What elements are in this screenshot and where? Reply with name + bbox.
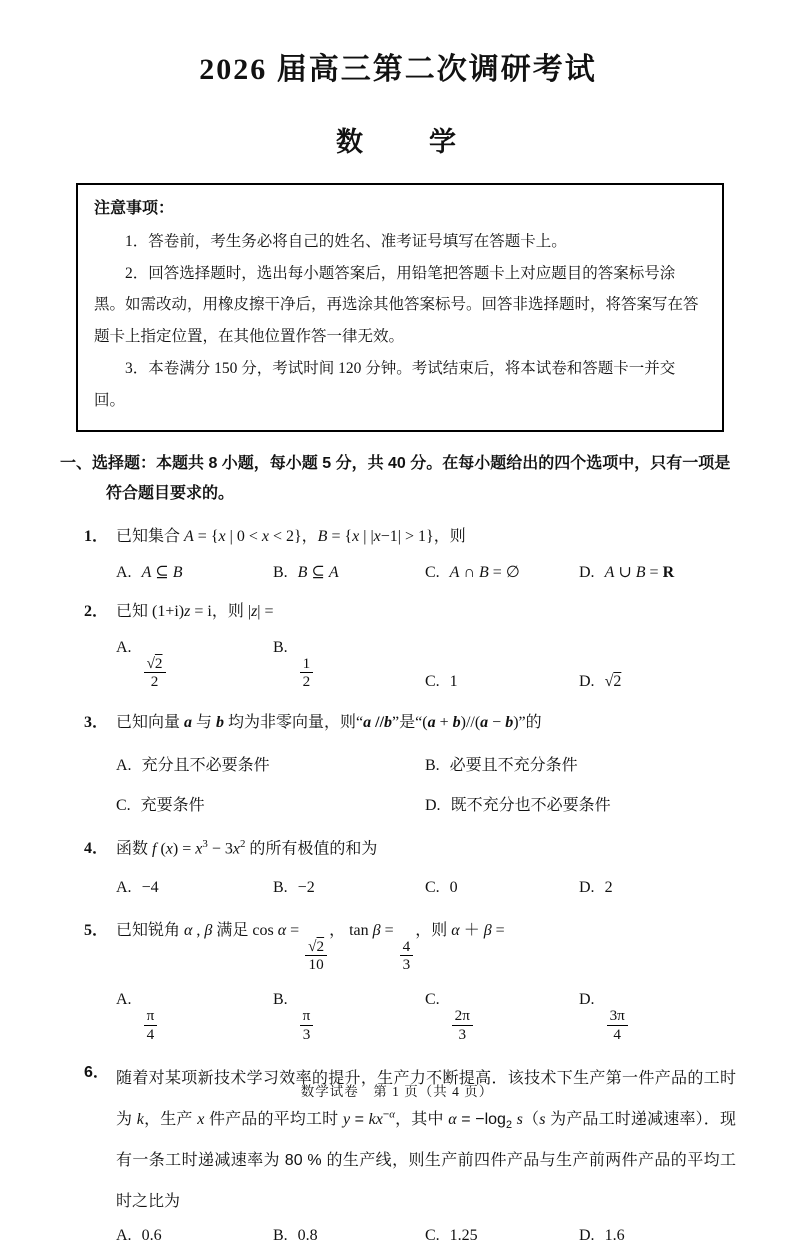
question-1 (60, 523, 736, 582)
notice-item-3: 3．本卷满分 150 分，考试时间 120 分钟。考试结束后，将本试卷和答题卡一并交回。 (94, 359, 676, 409)
question-4-number: 4． (84, 840, 109, 858)
option-b: B. 必要且不充分条件 (425, 757, 578, 775)
notice-item-2: 2．回答选择题时，选出每小题答案后，用铅笔把答题卡上对应题目的答案标号涂黑。如需改动，用橡皮擦干净后，再选涂其他答案标号。回答非选择题时，将答案写在答题卡上指定位置，在其他位置作答一律无效。 (94, 264, 699, 346)
option-b: B. $\frac{1}{2}$ (273, 639, 425, 691)
question-6-stem: 随着对某项新技术学习效率的提升，生产力不断提高．该技术下生产第一件产品的工时为 k，生产 x 件产品的平均工时 $y = kx^{-\alpha}$，其中 $\alpha = -\log_2$ s（s 为产品工时递减速率）．现有一条工时递减速率为 80 % 的生产线，则生产前四件产品与生产前两件产品的平均工时之比为 (116, 1070, 736, 1210)
option-a: A. $\frac{√2}{2}$ (116, 639, 273, 691)
notice-heading: 注意事项： (94, 200, 175, 217)
question-2-options (116, 639, 736, 691)
option-b: B. −2 (273, 878, 315, 896)
question-3 (60, 709, 736, 815)
option-d: D. 既不充分也不必要条件 (425, 797, 611, 815)
option-d: D. 2 (579, 878, 613, 896)
question-5-number: 5． (84, 921, 109, 939)
option-d: D. 1.6 (579, 1226, 625, 1244)
option-a: A. 充分且不必要条件 (116, 757, 270, 775)
option-c: C. 0 (425, 878, 458, 896)
question-2 (60, 598, 736, 691)
question-2-number: 2． (84, 602, 109, 620)
question-6-options (116, 1227, 736, 1245)
option-a: A. $\frac{\pi}{4}$ (116, 991, 273, 1043)
option-c: C. A ∩ B = ∅ (425, 563, 520, 581)
option-a: A. A ⊆ B (116, 563, 183, 581)
option-a: A. 0.6 (116, 1226, 162, 1244)
question-1-stem: 已知集合 A = {x | 0 < x < 2}，B = {x | |x−1| > 1}，则 (116, 527, 466, 545)
option-c: C. 1 (425, 672, 458, 690)
option-d: D. √2 (579, 672, 622, 690)
page-title: 2026 届高三第二次调研考试 (199, 53, 597, 86)
option-d: D. $\frac{3\pi}{4}$ (579, 991, 736, 1043)
subject-title: 数 学 (336, 127, 460, 157)
option-a: A. −4 (116, 878, 159, 896)
question-3-number: 3． (84, 713, 109, 731)
page-footer: 数学试卷 第 1 页（共 4 页） (300, 1084, 494, 1099)
option-c: C. $\frac{2\pi}{3}$ (425, 991, 579, 1043)
question-3-stem: 已知向量 a 与 b 均为非零向量，则“a //b”是“(a + b)//(a − b)”的 (116, 713, 542, 731)
question-3-options (116, 752, 736, 815)
option-b: B. B ⊆ A (273, 563, 339, 581)
option-c: C. 1.25 (425, 1226, 478, 1244)
section-1-heading: 一、选择题：本题共 8 小题，每小题 5 分，共 40 分。在每小题给出的四个选项中，只有一项是符合题目要求的。 (60, 455, 731, 502)
question-1-number: 1． (84, 527, 109, 545)
question-2-stem: 已知 (1+i)z = i，则 |z| = (116, 602, 274, 620)
question-4-options (116, 879, 736, 897)
question-5-options (116, 991, 736, 1043)
question-5 (60, 917, 736, 1044)
question-1-options (116, 562, 736, 582)
question-4 (60, 835, 736, 897)
question-4-stem: 函数 f $(x) = x^3 - 3x^2$ 的所有极值的和为 (116, 838, 378, 858)
option-b: B. $\frac{\pi}{3}$ (273, 991, 425, 1043)
question-5-stem: 已知锐角 α , β 满足 cos α = $\frac{√2}{10}$ ， tan β = $\frac{4}{3}$ ，则 α ＋ β = (116, 921, 505, 973)
option-b: B. 0.8 (273, 1226, 318, 1244)
notice-box (76, 183, 724, 432)
notice-item-1: 1．答卷前，考生务必将自己的姓名、准考证号填写在答题卡上。 (125, 232, 567, 250)
question-6-number: 6． (84, 1064, 109, 1082)
option-c: C. 充要条件 (116, 797, 205, 815)
option-d: D. A ∪ B = R (579, 563, 675, 581)
